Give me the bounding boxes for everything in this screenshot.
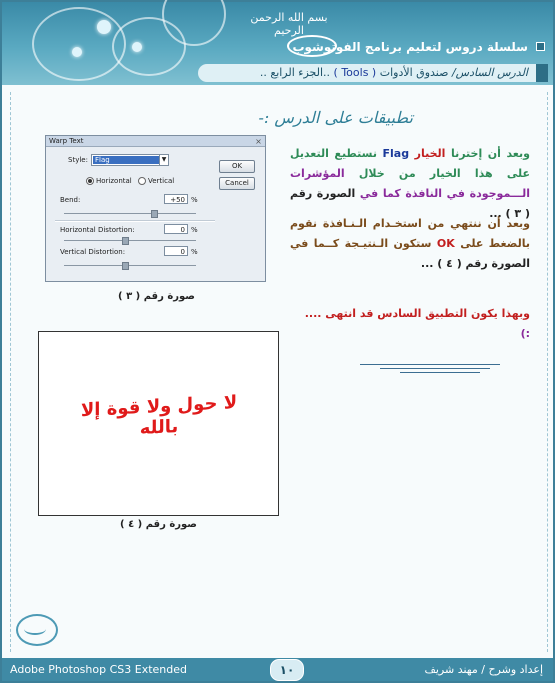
percent-label: % [191,196,198,204]
paragraph-3 [290,304,530,344]
author-logo-icon [16,614,58,646]
breadcrumb-toolbox: صندوق الأدوات [379,66,449,79]
bend-input[interactable]: +50 [164,194,188,204]
vertical-label: Vertical [148,177,175,185]
breadcrumb-lesson: الدرس السادس/ [451,66,528,79]
bend-slider-thumb[interactable] [151,210,158,218]
v-distortion-slider-thumb[interactable] [122,262,129,270]
v-distortion-label: Vertical Distortion: [60,248,126,256]
bend-slider-track[interactable] [64,213,196,214]
p3-text: وبهذا يكون التطبيق السادس قد انتهى .... [304,307,530,320]
h-distortion-slider-thumb[interactable] [122,237,129,245]
breadcrumb-tools: ( Tools ) [333,66,377,79]
footer-bar [2,658,553,681]
p1-flag: Flag [376,147,415,160]
p1-keyword: المؤشرات [290,167,345,180]
paragraph-2 [290,214,530,274]
close-icon[interactable]: × [255,137,262,146]
p2-text: وبعد أن ننتهي من استخـدام الـنـافذة نقوم بالضغط على [290,217,530,250]
h-distortion-label: Horizontal Distortion: [60,226,135,234]
flower-icon [97,20,111,34]
breadcrumb [198,64,536,82]
result-text: لا حول ولا قوة إلا بالله [80,391,238,440]
p2-ok: OK [436,237,455,250]
figure-4-caption: صورة رقم ( ٤ ) [120,519,197,530]
p1-text: نستطيع التعديل على هذا الخيار من خلال [290,147,530,180]
p1-keyword: الخيار [414,147,446,160]
result-image [38,331,279,516]
v-distortion-slider-track[interactable] [64,265,196,266]
breadcrumb-part: ..الجزء الرابع .. [259,66,331,79]
p1-text: الـــموجودة في النافذة كما في [355,187,531,200]
horizontal-radio[interactable] [86,177,94,185]
percent-label: % [191,226,198,234]
dialog-title: Warp Text [46,136,265,147]
p1-figure-ref: الصورة رقم ( ٣ ) ... [290,187,530,220]
p2-figure-ref: الصورة رقم ( ٤ ) ... [420,257,530,270]
ok-button[interactable]: OK [219,160,255,173]
h-distortion-input[interactable]: 0 [164,224,188,234]
bend-label: Bend: [60,196,81,204]
header-banner [2,2,553,85]
decorative-line [380,368,490,369]
paragraph-1 [290,144,530,224]
section-title: تطبيقات على الدرس :- [258,108,413,127]
warp-text-dialog [45,135,266,282]
decorative-line [400,372,480,373]
flower-icon [132,42,142,52]
breadcrumb-marker [536,64,548,82]
style-label: Style: [68,156,88,164]
p1-text: وبعد أن إخترنا [445,147,530,160]
cancel-button[interactable]: Cancel [219,177,255,190]
h-distortion-slider-track[interactable] [64,240,196,241]
p2-text: ستكون الـنتيـجة كــما في [290,237,437,250]
style-value: Flag [93,156,159,164]
percent-label: % [191,248,198,256]
figure-3-caption: صورة رقم ( ٣ ) [118,291,195,302]
chevron-down-icon: ▼ [159,155,168,165]
p3-smiley: :) [520,327,530,340]
footer-author: إعداد وشرح / مهند شريف [424,663,543,676]
vertical-radio[interactable] [138,177,146,185]
bullet-square-icon [536,42,545,51]
v-distortion-input[interactable]: 0 [164,246,188,256]
style-select[interactable] [91,154,169,166]
page-number: ١٠ [270,659,304,681]
decorative-line [360,364,500,365]
series-title: سلسلة دروس لتعليم برنامج الفوتوشوب [292,40,528,54]
divider [55,220,215,222]
bismillah: بسم الله الرحمن الرحيم [250,11,328,37]
horizontal-label: Horizontal [96,177,132,185]
flower-icon [72,47,82,57]
footer-software: Adobe Photoshop CS3 Extended [10,663,187,676]
